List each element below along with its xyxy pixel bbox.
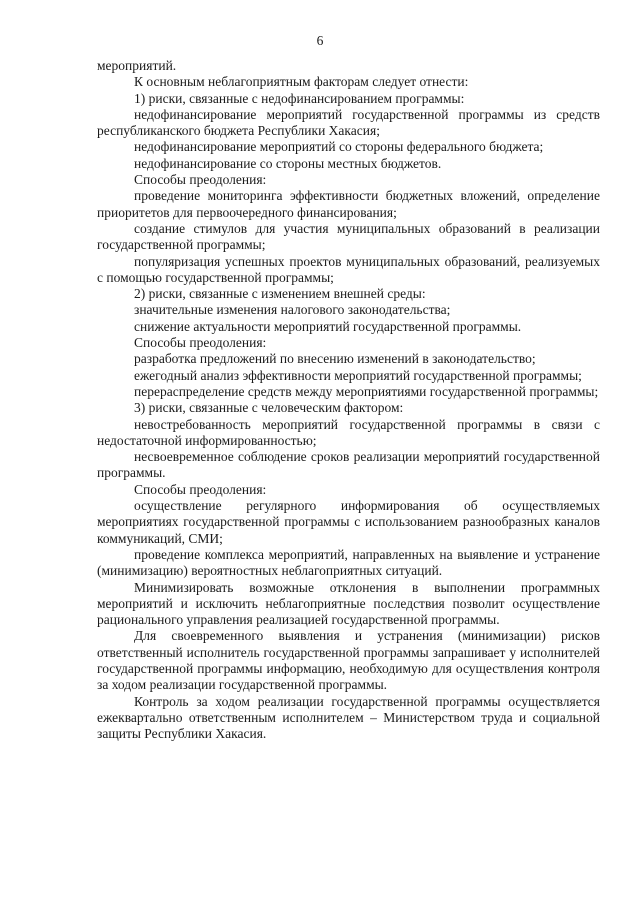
paragraph: значительные изменения налогового законодательства; — [134, 302, 451, 318]
paragraph: создание стимулов для участия муниципальных образований в реализации государственной программы; — [97, 220, 600, 253]
paragraph: 1) риски, связанные с недофинансированием программы: — [134, 90, 465, 106]
paragraph: осуществление регулярного информирования об осуществляемых мероприятиях государственной программы с использованием разнообразных каналов коммуникаций, СМИ; — [97, 498, 600, 546]
paragraph: ежегодный анализ эффективности мероприятий государственной программы; — [134, 367, 582, 383]
paragraph: проведение мониторинга эффективности бюджетных вложений, определение приоритетов для первоочередного финансирования; — [97, 188, 600, 220]
paragraph: К основным неблагоприятным факторам следует отнести: — [134, 74, 469, 90]
paragraph: Минимизировать возможные отклонения в выполнении программных мероприятий и исключить неблагоприятные последствия позволит осуществление рационального управления реализацией государственной программы. — [97, 579, 600, 628]
paragraph: Контроль за ходом реализации государственной программы осуществляется ежеквартально ответственным исполнителем – Министерством труда и социальной защиты Республики Хакасия. — [97, 693, 600, 742]
paragraph: Способы преодоления: — [134, 335, 267, 351]
paragraph: популяризация успешных проектов муниципальных образований, реализуемых с помощью государственной программы; — [97, 253, 600, 285]
paragraph: Способы преодоления: — [134, 481, 267, 497]
paragraph: 2) риски, связанные с изменением внешней среды: — [134, 286, 426, 302]
paragraph: невостребованность мероприятий государственной программы в связи с недостаточной информированностью; — [97, 416, 600, 448]
paragraph: перераспределение средств между мероприятиями государственной программы; — [134, 383, 599, 399]
paragraph: 3) риски, связанные с человеческим фактором: — [134, 400, 404, 416]
paragraph: проведение комплекса мероприятий, направленных на выявление и устранение (минимизацию) вероятностных неблагоприятных ситуаций. — [97, 546, 600, 579]
paragraph: мероприятий. — [97, 58, 177, 73]
paragraph: недофинансирование мероприятий со стороны федерального бюджета; — [134, 139, 544, 155]
paragraph: недофинансирование мероприятий государственной программы из средств республиканского бюджета Республики Хакасия; — [97, 106, 600, 139]
paragraph: Способы преодоления: — [134, 172, 267, 188]
paragraph: недофинансирование со стороны местных бюджетов. — [134, 155, 442, 171]
paragraph: снижение актуальности мероприятий государственной программы. — [134, 318, 522, 334]
page-number: 6 — [316, 33, 324, 48]
paragraph: Для своевременного выявления и устранения (минимизации) рисков ответственный исполнитель государственной программы запрашивает у исполнителей государственной программы информацию, необходимую для осуществления контроля за ходом реализации государственной программы. — [97, 628, 600, 693]
document-body — [97, 58, 600, 742]
paragraph: разработка предложений по внесению изменений в законодательство; — [134, 351, 536, 367]
paragraph: несвоевременное соблюдение сроков реализации мероприятий государственной программы. — [97, 449, 600, 481]
